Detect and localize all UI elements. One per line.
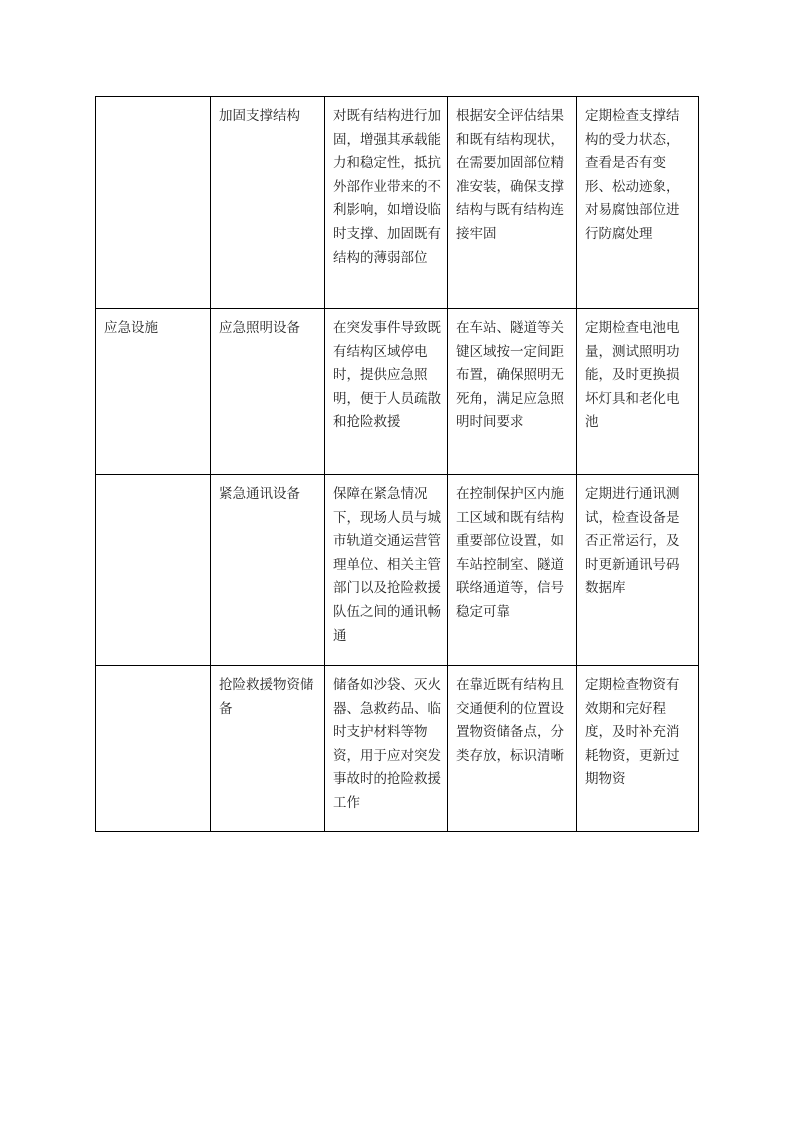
placement-cell: 根据安全评估结果和既有结构现状，在需要加固部位精准安装，确保支撑结构与既有结构连接牢固 — [448, 97, 577, 309]
placement-cell: 在控制保护区内施工区域和既有结构重要部位设置，如车站控制室、隧道联络通道等，信号稳定可靠 — [448, 475, 577, 666]
placement-cell: 在靠近既有结构且交通便利的位置设置物资储备点，分类存放，标识清晰 — [448, 666, 577, 832]
facilities-table — [95, 96, 699, 832]
table-row — [96, 475, 699, 666]
maintenance-cell: 定期检查支撑结构的受力状态，查看是否有变形、松动迹象，对易腐蚀部位进行防腐处理 — [577, 97, 699, 309]
maintenance-cell: 定期检查电池电量，测试照明功能，及时更换损坏灯具和老化电池 — [577, 309, 699, 475]
category-cell — [96, 97, 211, 309]
purpose-cell: 在突发事件导致既有结构区域停电时，提供应急照明，便于人员疏散和抢险救援 — [325, 309, 448, 475]
table-row — [96, 309, 699, 475]
purpose-cell: 储备如沙袋、灭火器、急救药品、临时支护材料等物资，用于应对突发事故时的抢险救援工作 — [325, 666, 448, 832]
purpose-cell: 对既有结构进行加固，增强其承载能力和稳定性，抵抗外部作业带来的不利影响，如增设临时支撑、加固既有结构的薄弱部位 — [325, 97, 448, 309]
category-cell: 应急设施 — [96, 309, 211, 475]
item-cell: 抢险救援物资储备 — [211, 666, 325, 832]
purpose-cell: 保障在紧急情况下，现场人员与城市轨道交通运营管理单位、相关主管部门以及抢险救援队伍之间的通讯畅通 — [325, 475, 448, 666]
maintenance-cell: 定期进行通讯测试，检查设备是否正常运行，及时更新通讯号码数据库 — [577, 475, 699, 666]
item-cell: 应急照明设备 — [211, 309, 325, 475]
item-cell: 加固支撑结构 — [211, 97, 325, 309]
category-cell — [96, 666, 211, 832]
maintenance-cell: 定期检查物资有效期和完好程度，及时补充消耗物资，更新过期物资 — [577, 666, 699, 832]
table-row — [96, 97, 699, 309]
placement-cell: 在车站、隧道等关键区域按一定间距布置，确保照明无死角，满足应急照明时间要求 — [448, 309, 577, 475]
category-cell — [96, 475, 211, 666]
item-cell: 紧急通讯设备 — [211, 475, 325, 666]
table-row — [96, 666, 699, 832]
